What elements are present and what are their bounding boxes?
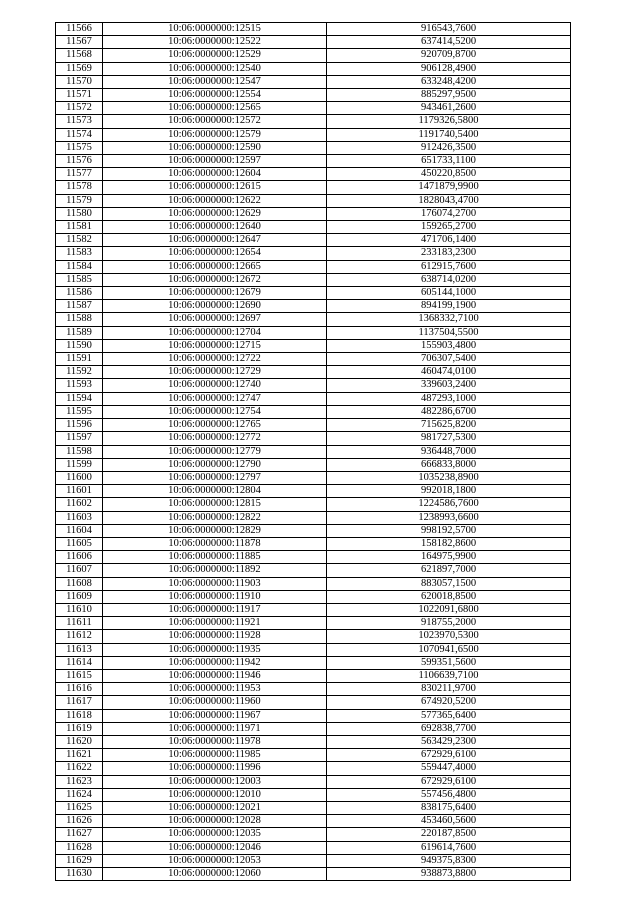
value-cell: 916543,7600 (327, 23, 571, 36)
table-row (56, 471, 571, 484)
table-row (56, 617, 571, 630)
table-row (56, 115, 571, 128)
value-cell: 155903,4800 (327, 339, 571, 352)
row-number-cell: 11626 (56, 815, 103, 828)
table-row (56, 868, 571, 881)
table-row (56, 551, 571, 564)
value-cell: 450220,8500 (327, 168, 571, 181)
cadastral-number-cell: 10:06:0000000:11985 (103, 749, 327, 762)
value-cell: 992018,1800 (327, 485, 571, 498)
row-number-cell: 11577 (56, 168, 103, 181)
cadastral-number-cell: 10:06:0000000:12515 (103, 23, 327, 36)
row-number-cell: 11581 (56, 221, 103, 234)
value-cell: 159265,2700 (327, 221, 571, 234)
cadastral-number-cell: 10:06:0000000:11946 (103, 669, 327, 682)
table-row (56, 287, 571, 300)
row-number-cell: 11571 (56, 89, 103, 102)
cadastral-number-cell: 10:06:0000000:12647 (103, 234, 327, 247)
row-number-cell: 11582 (56, 234, 103, 247)
cadastral-number-cell: 10:06:0000000:12679 (103, 287, 327, 300)
cadastral-number-cell: 10:06:0000000:11967 (103, 709, 327, 722)
value-cell: 894199,1900 (327, 300, 571, 313)
row-number-cell: 11592 (56, 366, 103, 379)
table-row (56, 801, 571, 814)
cadastral-number-cell: 10:06:0000000:12772 (103, 432, 327, 445)
row-number-cell: 11618 (56, 709, 103, 722)
table-row (56, 458, 571, 471)
cadastral-number-cell: 10:06:0000000:12579 (103, 128, 327, 141)
table-row (56, 353, 571, 366)
row-number-cell: 11628 (56, 841, 103, 854)
table-row (56, 683, 571, 696)
value-cell: 164975,9900 (327, 551, 571, 564)
cadastral-number-cell: 10:06:0000000:12747 (103, 392, 327, 405)
value-cell: 619614,7600 (327, 841, 571, 854)
cadastral-number-cell: 10:06:0000000:12540 (103, 62, 327, 75)
table-row (56, 775, 571, 788)
value-cell: 1023970,5300 (327, 630, 571, 643)
row-number-cell: 11605 (56, 537, 103, 550)
value-cell: 830211,9700 (327, 683, 571, 696)
table-body (56, 23, 571, 881)
cadastral-number-cell: 10:06:0000000:11885 (103, 551, 327, 564)
cadastral-number-cell: 10:06:0000000:11903 (103, 577, 327, 590)
row-number-cell: 11598 (56, 445, 103, 458)
cadastral-number-cell: 10:06:0000000:12740 (103, 379, 327, 392)
row-number-cell: 11597 (56, 432, 103, 445)
table-row (56, 788, 571, 801)
cadastral-number-cell: 10:06:0000000:12010 (103, 788, 327, 801)
cadastral-number-cell: 10:06:0000000:11878 (103, 537, 327, 550)
cadastral-number-cell: 10:06:0000000:12590 (103, 141, 327, 154)
table-row (56, 221, 571, 234)
cadastral-number-cell: 10:06:0000000:12003 (103, 775, 327, 788)
table-row (56, 89, 571, 102)
row-number-cell: 11614 (56, 656, 103, 669)
value-cell: 883057,1500 (327, 577, 571, 590)
table-row (56, 128, 571, 141)
value-cell: 471706,1400 (327, 234, 571, 247)
row-number-cell: 11594 (56, 392, 103, 405)
row-number-cell: 11578 (56, 181, 103, 194)
table-row (56, 524, 571, 537)
row-number-cell: 11593 (56, 379, 103, 392)
value-cell: 557456,4800 (327, 788, 571, 801)
value-cell: 487293,1000 (327, 392, 571, 405)
cadastral-number-cell: 10:06:0000000:12615 (103, 181, 327, 194)
table-row (56, 207, 571, 220)
row-number-cell: 11568 (56, 49, 103, 62)
row-number-cell: 11620 (56, 735, 103, 748)
table-row (56, 326, 571, 339)
value-cell: 233183,2300 (327, 247, 571, 260)
cadastral-number-cell: 10:06:0000000:12697 (103, 313, 327, 326)
cadastral-number-cell: 10:06:0000000:12722 (103, 353, 327, 366)
row-number-cell: 11587 (56, 300, 103, 313)
table-row (56, 709, 571, 722)
cadastral-number-cell: 10:06:0000000:12715 (103, 339, 327, 352)
value-cell: 577365,6400 (327, 709, 571, 722)
cadastral-number-cell: 10:06:0000000:12597 (103, 155, 327, 168)
table-row (56, 49, 571, 62)
row-number-cell: 11621 (56, 749, 103, 762)
value-cell: 563429,2300 (327, 735, 571, 748)
value-cell: 920709,8700 (327, 49, 571, 62)
cadastral-number-cell: 10:06:0000000:12028 (103, 815, 327, 828)
cadastral-number-cell: 10:06:0000000:12754 (103, 405, 327, 418)
table-row (56, 168, 571, 181)
table-row (56, 181, 571, 194)
table-row (56, 603, 571, 616)
value-cell: 1224586,7600 (327, 498, 571, 511)
row-number-cell: 11604 (56, 524, 103, 537)
row-number-cell: 11585 (56, 273, 103, 286)
row-number-cell: 11629 (56, 854, 103, 867)
row-number-cell: 11625 (56, 801, 103, 814)
table-row (56, 656, 571, 669)
cadastral-number-cell: 10:06:0000000:11996 (103, 762, 327, 775)
cadastral-number-cell: 10:06:0000000:11978 (103, 735, 327, 748)
table-row (56, 36, 571, 49)
table-row (56, 432, 571, 445)
cadastral-number-cell: 10:06:0000000:12547 (103, 75, 327, 88)
row-number-cell: 11573 (56, 115, 103, 128)
row-number-cell: 11580 (56, 207, 103, 220)
table-row (56, 841, 571, 854)
table-row (56, 155, 571, 168)
cadastral-number-cell: 10:06:0000000:12665 (103, 260, 327, 273)
value-cell: 906128,4900 (327, 62, 571, 75)
cadastral-number-cell: 10:06:0000000:12654 (103, 247, 327, 260)
value-cell: 1828043,4700 (327, 194, 571, 207)
cadastral-number-cell: 10:06:0000000:12779 (103, 445, 327, 458)
row-number-cell: 11569 (56, 62, 103, 75)
value-cell: 692838,7700 (327, 722, 571, 735)
row-number-cell: 11591 (56, 353, 103, 366)
value-cell: 885297,9500 (327, 89, 571, 102)
value-cell: 651733,1100 (327, 155, 571, 168)
table-row (56, 749, 571, 762)
table-row (56, 141, 571, 154)
cadastral-number-cell: 10:06:0000000:11935 (103, 643, 327, 656)
table-row (56, 379, 571, 392)
row-number-cell: 11612 (56, 630, 103, 643)
table-row (56, 339, 571, 352)
cadastral-number-cell: 10:06:0000000:12822 (103, 511, 327, 524)
table-row (56, 260, 571, 273)
row-number-cell: 11623 (56, 775, 103, 788)
value-cell: 715625,8200 (327, 419, 571, 432)
value-cell: 1191740,5400 (327, 128, 571, 141)
table-row (56, 313, 571, 326)
value-cell: 672929,6100 (327, 749, 571, 762)
row-number-cell: 11630 (56, 868, 103, 881)
row-number-cell: 11609 (56, 590, 103, 603)
cadastral-number-cell: 10:06:0000000:12797 (103, 471, 327, 484)
table-row (56, 419, 571, 432)
row-number-cell: 11586 (56, 287, 103, 300)
value-cell: 1070941,6500 (327, 643, 571, 656)
table-row (56, 590, 571, 603)
table-row (56, 234, 571, 247)
row-number-cell: 11583 (56, 247, 103, 260)
row-number-cell: 11624 (56, 788, 103, 801)
row-number-cell: 11616 (56, 683, 103, 696)
cadastral-number-cell: 10:06:0000000:11942 (103, 656, 327, 669)
cadastral-number-cell: 10:06:0000000:11917 (103, 603, 327, 616)
value-cell: 158182,8600 (327, 537, 571, 550)
value-cell: 981727,5300 (327, 432, 571, 445)
value-cell: 943461,2600 (327, 102, 571, 115)
value-cell: 674920,5200 (327, 696, 571, 709)
table-row (56, 722, 571, 735)
value-cell: 938873,8800 (327, 868, 571, 881)
value-cell: 220187,8500 (327, 828, 571, 841)
row-number-cell: 11606 (56, 551, 103, 564)
row-number-cell: 11627 (56, 828, 103, 841)
row-number-cell: 11588 (56, 313, 103, 326)
table-row (56, 392, 571, 405)
row-number-cell: 11570 (56, 75, 103, 88)
table-row (56, 828, 571, 841)
value-cell: 1022091,6800 (327, 603, 571, 616)
cadastral-number-cell: 10:06:0000000:11928 (103, 630, 327, 643)
value-cell: 599351,5600 (327, 656, 571, 669)
cadastral-number-cell: 10:06:0000000:12815 (103, 498, 327, 511)
value-cell: 638714,0200 (327, 273, 571, 286)
value-cell: 838175,6400 (327, 801, 571, 814)
cadastral-number-cell: 10:06:0000000:12572 (103, 115, 327, 128)
table-row (56, 247, 571, 260)
row-number-cell: 11576 (56, 155, 103, 168)
cadastral-number-cell: 10:06:0000000:12629 (103, 207, 327, 220)
value-cell: 666833,8000 (327, 458, 571, 471)
table-row (56, 854, 571, 867)
row-number-cell: 11574 (56, 128, 103, 141)
row-number-cell: 11600 (56, 471, 103, 484)
cadastral-number-cell: 10:06:0000000:12765 (103, 419, 327, 432)
table-row (56, 75, 571, 88)
value-cell: 1035238,8900 (327, 471, 571, 484)
cadastral-number-cell: 10:06:0000000:12060 (103, 868, 327, 881)
table-row (56, 537, 571, 550)
value-cell: 1137504,5500 (327, 326, 571, 339)
table-row (56, 511, 571, 524)
value-cell: 672929,6100 (327, 775, 571, 788)
row-number-cell: 11601 (56, 485, 103, 498)
table-row (56, 405, 571, 418)
cadastral-number-cell: 10:06:0000000:11910 (103, 590, 327, 603)
value-cell: 621897,7000 (327, 564, 571, 577)
row-number-cell: 11596 (56, 419, 103, 432)
value-cell: 605144,1000 (327, 287, 571, 300)
cadastral-number-cell: 10:06:0000000:12690 (103, 300, 327, 313)
value-cell: 559447,4000 (327, 762, 571, 775)
row-number-cell: 11622 (56, 762, 103, 775)
value-cell: 1368332,7100 (327, 313, 571, 326)
row-number-cell: 11599 (56, 458, 103, 471)
value-cell: 637414,5200 (327, 36, 571, 49)
table-row (56, 696, 571, 709)
table-row (56, 445, 571, 458)
value-cell: 1179326,5800 (327, 115, 571, 128)
cadastral-number-cell: 10:06:0000000:11960 (103, 696, 327, 709)
row-number-cell: 11602 (56, 498, 103, 511)
cadastral-number-cell: 10:06:0000000:12829 (103, 524, 327, 537)
value-cell: 453460,5600 (327, 815, 571, 828)
row-number-cell: 11575 (56, 141, 103, 154)
value-cell: 1106639,7100 (327, 669, 571, 682)
cadastral-number-cell: 10:06:0000000:12672 (103, 273, 327, 286)
cadastral-number-cell: 10:06:0000000:12804 (103, 485, 327, 498)
value-cell: 706307,5400 (327, 353, 571, 366)
row-number-cell: 11595 (56, 405, 103, 418)
cadastral-number-cell: 10:06:0000000:12729 (103, 366, 327, 379)
row-number-cell: 11610 (56, 603, 103, 616)
table-row (56, 630, 571, 643)
table-row (56, 815, 571, 828)
value-cell: 912426,3500 (327, 141, 571, 154)
table-row (56, 102, 571, 115)
table-row (56, 300, 571, 313)
cadastral-number-cell: 10:06:0000000:12522 (103, 36, 327, 49)
row-number-cell: 11615 (56, 669, 103, 682)
table-row (56, 762, 571, 775)
row-number-cell: 11566 (56, 23, 103, 36)
value-cell: 633248,4200 (327, 75, 571, 88)
cadastral-number-cell: 10:06:0000000:12622 (103, 194, 327, 207)
cadastral-value-table (55, 22, 571, 881)
value-cell: 620018,8500 (327, 590, 571, 603)
table-row (56, 23, 571, 36)
value-cell: 339603,2400 (327, 379, 571, 392)
cadastral-number-cell: 10:06:0000000:11921 (103, 617, 327, 630)
value-cell: 936448,7000 (327, 445, 571, 458)
table-row (56, 366, 571, 379)
row-number-cell: 11607 (56, 564, 103, 577)
row-number-cell: 11608 (56, 577, 103, 590)
value-cell: 949375,8300 (327, 854, 571, 867)
value-cell: 460474,0100 (327, 366, 571, 379)
cadastral-number-cell: 10:06:0000000:12021 (103, 801, 327, 814)
value-cell: 612915,7600 (327, 260, 571, 273)
row-number-cell: 11611 (56, 617, 103, 630)
cadastral-number-cell: 10:06:0000000:12640 (103, 221, 327, 234)
table-row (56, 485, 571, 498)
table-row (56, 577, 571, 590)
row-number-cell: 11590 (56, 339, 103, 352)
table-row (56, 564, 571, 577)
cadastral-number-cell: 10:06:0000000:11971 (103, 722, 327, 735)
table-row (56, 498, 571, 511)
table-row (56, 643, 571, 656)
row-number-cell: 11617 (56, 696, 103, 709)
cadastral-number-cell: 10:06:0000000:12704 (103, 326, 327, 339)
row-number-cell: 11579 (56, 194, 103, 207)
value-cell: 998192,5700 (327, 524, 571, 537)
row-number-cell: 11567 (56, 36, 103, 49)
row-number-cell: 11589 (56, 326, 103, 339)
cadastral-number-cell: 10:06:0000000:12604 (103, 168, 327, 181)
row-number-cell: 11572 (56, 102, 103, 115)
row-number-cell: 11603 (56, 511, 103, 524)
cadastral-number-cell: 10:06:0000000:12046 (103, 841, 327, 854)
cadastral-number-cell: 10:06:0000000:11892 (103, 564, 327, 577)
table-row (56, 669, 571, 682)
cadastral-number-cell: 10:06:0000000:12554 (103, 89, 327, 102)
table-row (56, 62, 571, 75)
table-row (56, 194, 571, 207)
value-cell: 1471879,9900 (327, 181, 571, 194)
cadastral-number-cell: 10:06:0000000:12529 (103, 49, 327, 62)
row-number-cell: 11584 (56, 260, 103, 273)
cadastral-number-cell: 10:06:0000000:12790 (103, 458, 327, 471)
cadastral-number-cell: 10:06:0000000:12035 (103, 828, 327, 841)
value-cell: 918755,2000 (327, 617, 571, 630)
cadastral-number-cell: 10:06:0000000:11953 (103, 683, 327, 696)
table-row (56, 735, 571, 748)
cadastral-number-cell: 10:06:0000000:12565 (103, 102, 327, 115)
table-row (56, 273, 571, 286)
row-number-cell: 11619 (56, 722, 103, 735)
value-cell: 176074,2700 (327, 207, 571, 220)
value-cell: 1238993,6600 (327, 511, 571, 524)
cadastral-number-cell: 10:06:0000000:12053 (103, 854, 327, 867)
value-cell: 482286,6700 (327, 405, 571, 418)
row-number-cell: 11613 (56, 643, 103, 656)
